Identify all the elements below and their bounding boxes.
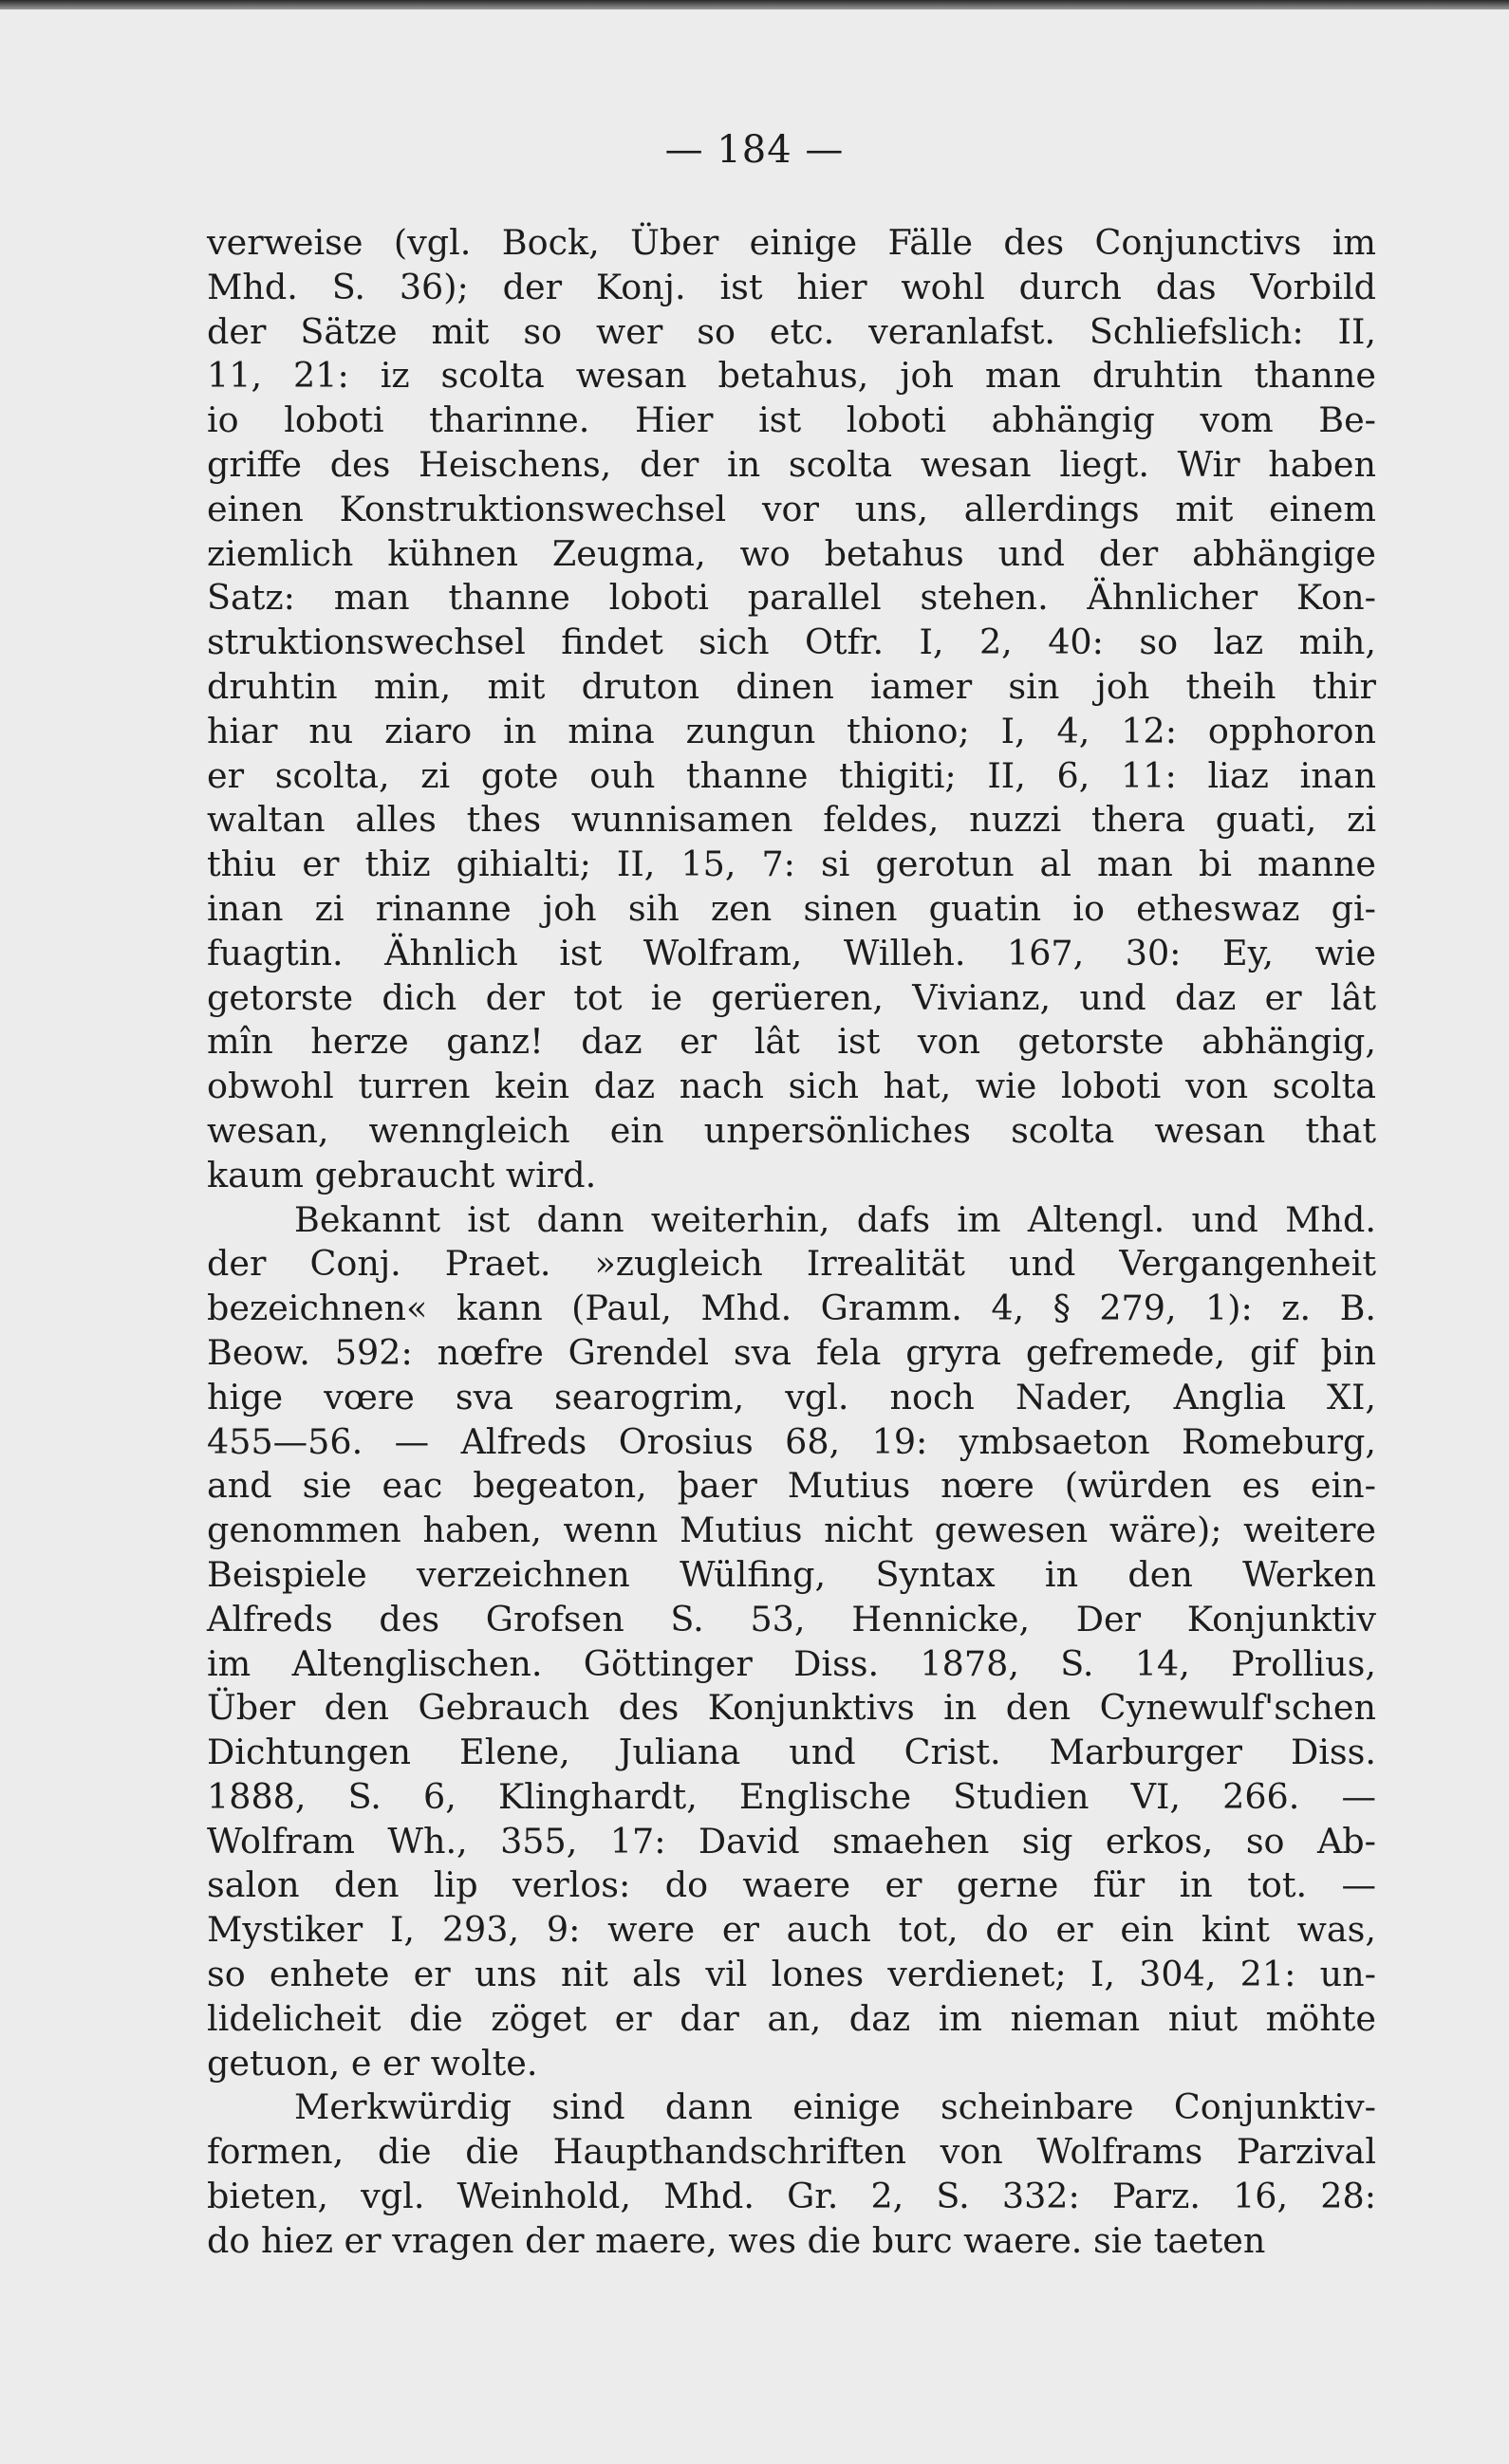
text-line: bieten, vgl. Weinhold, Mhd. Gr. 2, S. 332: Parz. 16, 28: — [207, 2176, 1376, 2217]
text-line: 1888, S. 6, Klinghardt, Englische Studien VI, 266. — — [207, 1775, 1376, 1817]
text-line: Bekannt ist dann weiterhin, dafs im Altengl. und Mhd. — [294, 1198, 1376, 1240]
text-line: Über den Gebrauch des Konjunktivs in den Cynewulf'schen — [207, 1687, 1376, 1729]
text-line: lidelicheit die zöget er dar an, daz im nieman niut möhte — [207, 1997, 1376, 2039]
text-line: getorste dich der tot ie gerüeren, Vivianz, und daz er lât — [207, 976, 1376, 1018]
body-text — [207, 221, 1376, 2264]
text-line: verweise (vgl. Bock, Über einige Fälle des Conjunctivs im — [207, 222, 1376, 263]
text-line: der Conj. Praet. »zugleich Irrealität und Vergangenheit — [207, 1243, 1376, 1285]
text-line: druhtin min, mit druton dinen iamer sin joh theih thir — [207, 665, 1376, 707]
text-line: inan zi rinanne joh sih zen sinen guatin io etheswaz gi- — [207, 887, 1376, 929]
text-line: bezeichnen« kann (Paul, Mhd. Gramm. 4, § 279, 1): z. B. — [207, 1288, 1376, 1329]
text-line: griffe des Heischens, der in scolta wesan liegt. Wir haben — [207, 443, 1376, 485]
text-line: and sie eac begeaton, þaer Mutius nœre (würden es ein- — [207, 1465, 1376, 1507]
text-line: er scolta, zi gote ouh thanne thigiti; II, 6, 11: liaz inan — [207, 754, 1376, 796]
scan-edge — [0, 0, 1509, 9]
text-line: mîn herze ganz! daz er lât ist von getorste abhängig, — [207, 1021, 1376, 1063]
text-line: Beispiele verzeichnen Wülfing, Syntax in den Werken — [207, 1553, 1376, 1595]
text-line: hiar nu ziaro in mina zungun thiono; I, 4, 12: opphoron — [207, 710, 1376, 751]
text-line: do hiez er vragen der maere, wes die burc waere. sie taeten — [207, 2219, 1266, 2261]
text-line: Mhd. S. 36); der Konj. ist hier wohl durch das Vorbild — [207, 266, 1376, 307]
text-line: kaum gebraucht wird. — [207, 1154, 597, 1195]
text-line: hige vœre sva searogrim, vgl. noch Nader, Anglia XI, — [207, 1376, 1376, 1417]
text-line: formen, die die Haupthandschriften von Wolframs Parzival — [207, 2131, 1376, 2173]
text-line: 11, 21: iz scolta wesan betahus, joh man druhtin thanne — [207, 355, 1376, 397]
text-line: der Sätze mit so wer so etc. veranlafst. Schliefslich: II, — [207, 310, 1376, 352]
text-line: so enhete er uns nit als vil lones verdienet; I, 304, 21: un- — [207, 1954, 1376, 1995]
text-line: Satz: man thanne loboti parallel stehen. Ähnlicher Kon- — [207, 577, 1376, 619]
text-line: wesan, wenngleich ein unpersönliches scolta wesan that — [207, 1109, 1376, 1151]
text-line: Merkwürdig sind dann einige scheinbare Conjunktiv- — [294, 2086, 1376, 2128]
text-line: Alfreds des Grofsen S. 53, Hennicke, Der Konjunktiv — [207, 1598, 1376, 1640]
text-line: obwohl turren kein daz nach sich hat, wie loboti von scolta — [207, 1065, 1376, 1107]
text-line: einen Konstruktionswechsel vor uns, allerdings mit einem — [207, 488, 1376, 529]
text-line: 455—56. — Alfreds Orosius 68, 19: ymbsaeton Romeburg, — [207, 1420, 1376, 1462]
text-line: fuagtin. Ähnlich ist Wolfram, Willeh. 167, 30: Ey, wie — [207, 932, 1376, 973]
text-line: Wolfram Wh., 355, 17: David smaehen sig erkos, so Ab- — [207, 1820, 1376, 1862]
text-line: waltan alles thes wunnisamen feldes, nuzzi thera guati, zi — [207, 799, 1376, 841]
text-line: salon den lip verlos: do waere er gerne für in tot. — — [207, 1864, 1376, 1906]
text-line: Mystiker I, 293, 9: were er auch tot, do er ein kint was, — [207, 1909, 1376, 1951]
text-line: Beow. 592: nœfre Grendel sva fela gryra gefremede, gif þin — [207, 1331, 1376, 1373]
text-line: io loboti tharinne. Hier ist loboti abhängig vom Be- — [207, 399, 1376, 441]
text-line: genommen haben, wenn Mutius nicht gewesen wäre); weitere — [207, 1510, 1376, 1551]
text-line: Dichtungen Elene, Juliana und Crist. Marburger Diss. — [207, 1732, 1376, 1773]
text-line: im Altenglischen. Göttinger Diss. 1878, S. 14, Prollius, — [207, 1642, 1376, 1684]
text-line: ziemlich kühnen Zeugma, wo betahus und der abhängige — [207, 532, 1376, 574]
text-line: thiu er thiz gihialti; II, 15, 7: si gerotun al man bi manne — [207, 843, 1376, 885]
page-number: — 184 — — [664, 128, 845, 172]
text-line: getuon, e er wolte. — [207, 2042, 538, 2084]
text-line: struktionswechsel findet sich Otfr. I, 2, 40: so laz mih, — [207, 621, 1376, 663]
